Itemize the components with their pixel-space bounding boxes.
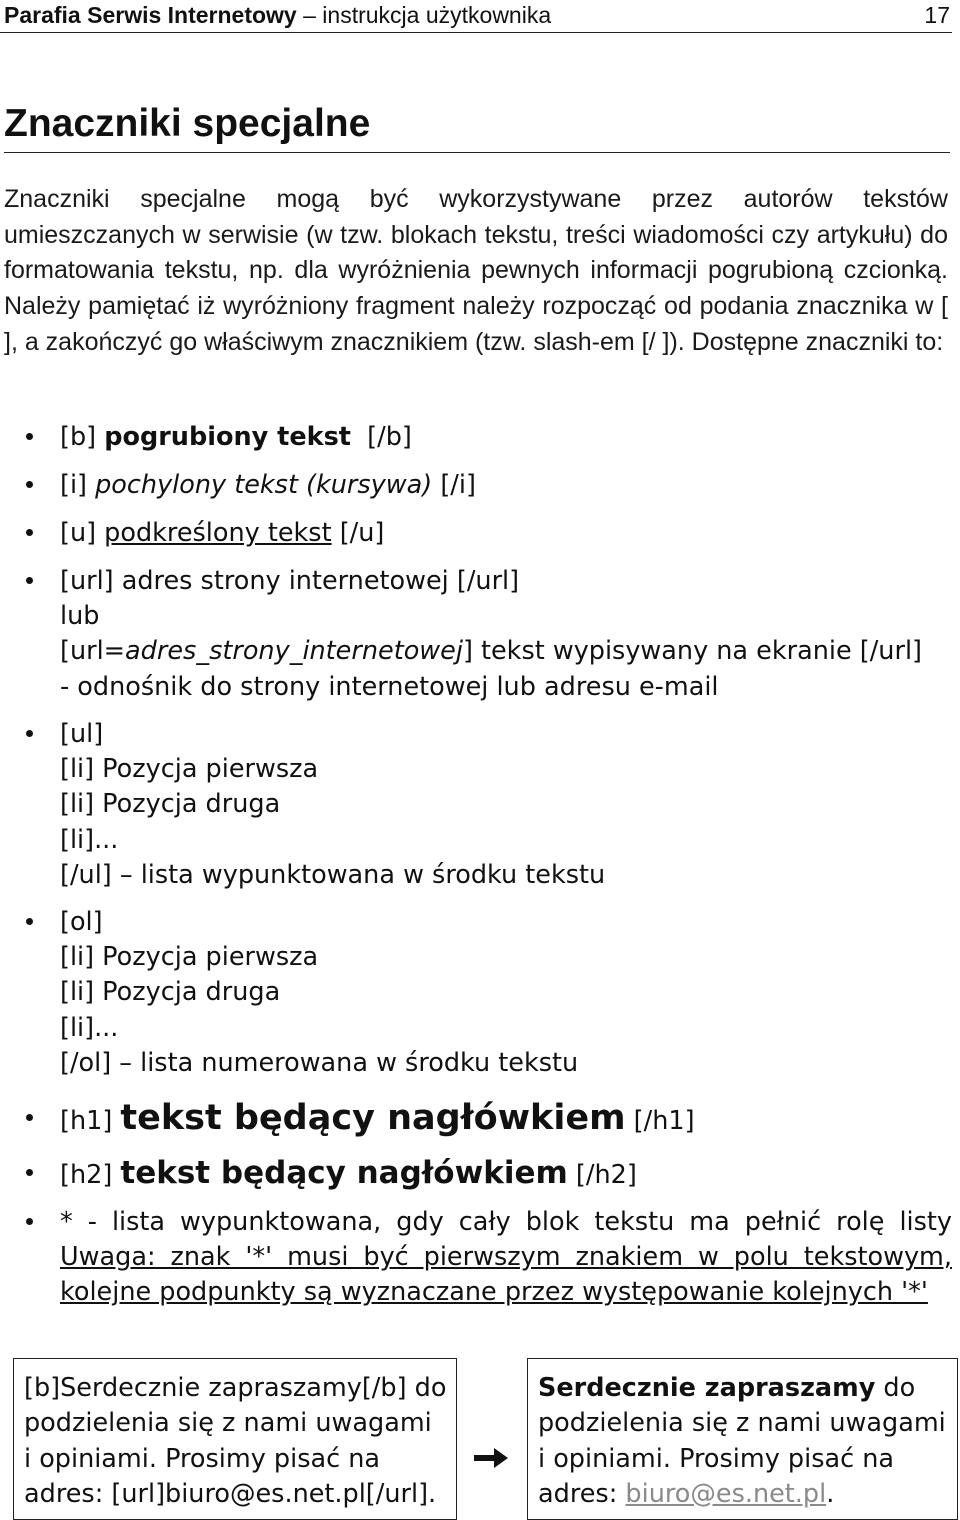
intro-paragraph: Znaczniki specjalne mogą być wykorzystywane przez autorów tekstów umieszczanych w serwisie (w tzw. blokach tekstu, treści wiadomości czy artykułu) do formatowania tekstu, np. dla wyróżnienia pewnych informacji pogrubioną czcionką. Należy pamiętać iż wyróżniony fragment należy rozpocząć od podania znacznika w [ ], a zakończyć go właściwym znacznikiem (tzw. slash-em [/ ]). Dostępne znaczniki to:: [4, 185, 948, 356]
result-line-4-suffix: .: [826, 1478, 835, 1509]
result-line-4-prefix: adres:: [538, 1478, 626, 1509]
tag-close: [/u]: [331, 518, 385, 548]
tag-open: [i]: [60, 470, 96, 500]
source-line: podzielenia się z nami uwagami: [24, 1408, 432, 1439]
tag-open: [u]: [60, 518, 105, 548]
email-link[interactable]: biuro@es.net.pl: [625, 1478, 827, 1509]
url-line-2: lub: [60, 601, 100, 632]
example-source-box: [13, 1358, 457, 1520]
url-line-4: - odnośnik do strony internetowej lub adresu e-mail: [60, 671, 719, 702]
tag-open: [h2]: [60, 1160, 121, 1190]
list-item-star: [60, 1205, 952, 1311]
source-line: adres: [url]biuro@es.net.pl[/url].: [24, 1478, 437, 1509]
bullet: [26, 730, 33, 737]
ul-line: [ul]: [60, 719, 104, 749]
document-title: [4, 2, 551, 29]
bullet: [26, 918, 33, 925]
h2-sample-text: tekst będący nagłówkiem: [120, 1155, 568, 1191]
example-result-box: [527, 1358, 958, 1520]
bold-sample-text: pogrubiony tekst: [104, 422, 351, 452]
result-bold-text: Serdecznie zapraszamy: [538, 1373, 876, 1403]
section-title: Znaczniki specjalne: [4, 100, 950, 153]
url-tag-rest: ] tekst wypisywany na ekranie [/url]: [462, 636, 922, 667]
result-line-4: [538, 1477, 946, 1512]
bullet: [26, 1114, 33, 1121]
url-param: adres_strony_internetowej: [125, 636, 463, 667]
tag-close: [/b]: [350, 422, 412, 452]
ul-line: [li] Pozycja druga: [60, 789, 281, 820]
list-item-ol: [60, 905, 952, 1081]
right-arrow-icon: [470, 1443, 512, 1473]
bullet: [26, 1169, 33, 1176]
url-line-3: [60, 634, 952, 669]
source-line: [b]Serdecznie zapraszamy[/b] do: [24, 1373, 447, 1403]
bullet: [26, 529, 33, 536]
url-line-1: [url] adres strony internetowej [/url]: [60, 566, 520, 596]
star-line-1: * - lista wypunktowana, gdy cały blok tekstu ma pełnić rolę listy: [60, 1207, 952, 1237]
ol-line-last: [/ol] – lista numerowana w środku tekstu: [60, 1047, 579, 1078]
page-header: [0, 0, 952, 33]
document-title-bold: Parafia Serwis Internetowy: [4, 2, 297, 28]
underline-sample-text: podkreślony tekst: [104, 518, 332, 548]
h1-sample-text: tekst będący nagłówkiem: [120, 1098, 626, 1138]
url-tag-open: [url=: [60, 636, 126, 667]
page-number: 17: [924, 2, 950, 28]
ol-line: [li]...: [60, 1012, 119, 1043]
ul-line-last: [/ul] – lista wypunktowana w środku tekstu: [60, 859, 606, 890]
document-title-rest: – instrukcja użytkownika: [296, 2, 552, 28]
list-item-url: [60, 564, 952, 705]
list-item-ul: [60, 717, 952, 893]
ol-line: [li] Pozycja pierwsza: [60, 942, 319, 973]
result-line-3: i opiniami. Prosimy pisać na: [538, 1443, 895, 1474]
list-item-italic: [60, 468, 952, 503]
ul-line: [li] Pozycja pierwsza: [60, 754, 319, 785]
ul-line: [li]...: [60, 824, 119, 855]
result-line-2: podzielenia się z nami uwagami: [538, 1408, 946, 1439]
list-item-h2: [60, 1153, 952, 1195]
tag-open: [h1]: [60, 1106, 121, 1136]
ol-line: [ol]: [60, 907, 103, 937]
result-line-1: [538, 1371, 946, 1406]
star-note-line-1: Uwaga: znak '*' musi być pierwszym znakiem w polu tekstowym,: [60, 1242, 952, 1273]
result-line-1-rest: do: [875, 1373, 916, 1403]
bullet: [26, 577, 33, 584]
bullet: [26, 433, 33, 440]
list-item-underline: [60, 516, 952, 551]
star-note-line-2: kolejne podpunkty są wyznaczane przez występowanie kolejnych '*': [60, 1277, 928, 1308]
list-item-h1: [60, 1096, 952, 1143]
source-line: i opiniami. Prosimy pisać na: [24, 1443, 381, 1474]
bullet: [26, 1218, 33, 1225]
ol-line: [li] Pozycja druga: [60, 977, 281, 1008]
italic-sample-text: pochylony tekst (kursywa): [95, 470, 433, 500]
tag-close: [/h2]: [567, 1160, 637, 1190]
bullet: [26, 481, 33, 488]
tag-open: [b]: [60, 422, 105, 452]
list-item-bold: [60, 420, 952, 455]
tag-close: [/h1]: [625, 1106, 695, 1136]
tag-close: [/i]: [432, 470, 476, 500]
